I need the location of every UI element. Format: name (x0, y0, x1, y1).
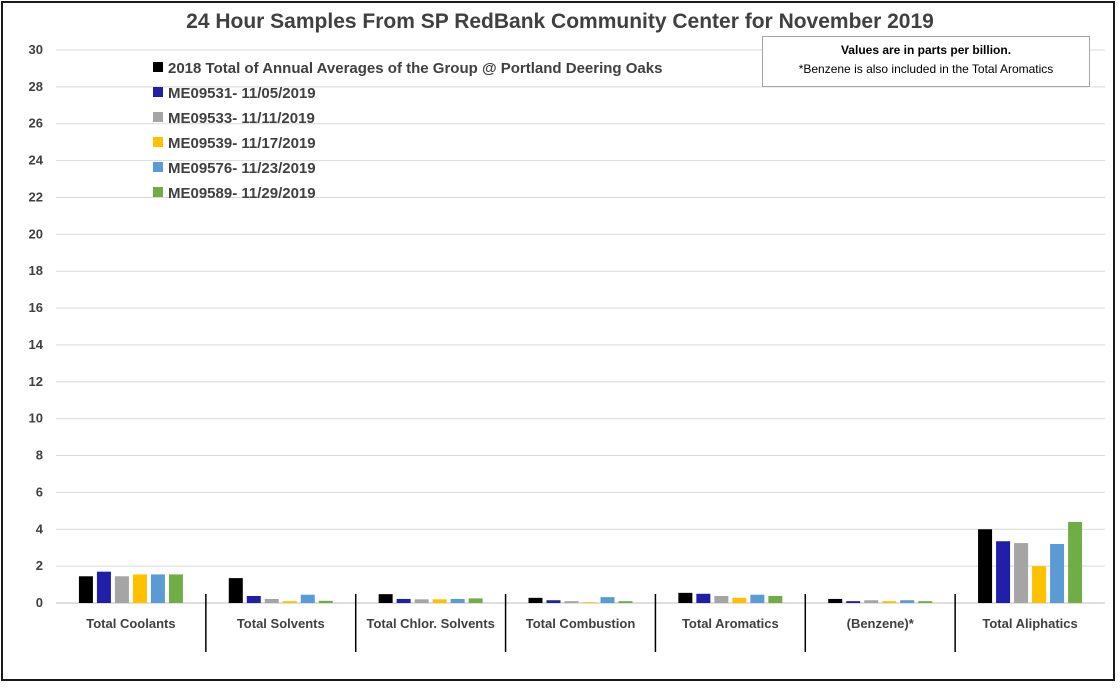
bar (433, 599, 447, 603)
x-category-label: Total Aliphatics (982, 616, 1078, 631)
bar (79, 576, 93, 603)
bar (678, 593, 692, 603)
bar (1014, 543, 1028, 603)
bar (565, 601, 579, 603)
bar (864, 600, 878, 603)
bar (978, 529, 992, 603)
legend-label: ME09539- 11/17/2019 (168, 135, 316, 152)
y-tick-label: 2 (35, 558, 43, 574)
bar (397, 599, 411, 603)
legend-label: ME09531- 11/05/2019 (168, 85, 316, 102)
legend-swatch (153, 62, 163, 72)
bar (469, 598, 483, 603)
bar (619, 601, 633, 603)
legend-swatch (153, 187, 163, 197)
bar (882, 601, 896, 603)
x-category-label: Total Combustion (525, 616, 636, 631)
y-tick-label: 16 (28, 300, 43, 316)
legend-swatch (153, 137, 163, 147)
legend-label: ME09589- 11/29/2019 (168, 185, 316, 202)
bar (301, 595, 315, 603)
bar (133, 574, 147, 603)
y-tick-label: 22 (28, 189, 43, 205)
bar (714, 596, 728, 603)
bar (1068, 522, 1082, 603)
bar (229, 578, 243, 603)
bar (547, 600, 561, 603)
bar (415, 599, 429, 603)
bar (529, 598, 543, 603)
bar (451, 599, 465, 603)
note-box (762, 36, 1090, 87)
bar (696, 594, 710, 603)
y-tick-label: 12 (28, 373, 43, 389)
bar (283, 601, 297, 603)
y-tick-label: 30 (28, 42, 43, 57)
bar (900, 600, 914, 603)
x-category-label: Total Coolants (86, 616, 176, 631)
bar (601, 597, 615, 603)
bar (846, 601, 860, 603)
bar (247, 596, 261, 603)
x-category-label: Total Aromatics (681, 616, 779, 631)
bar (151, 574, 165, 603)
bar (379, 594, 393, 603)
y-tick-label: 20 (28, 226, 43, 242)
chart-title: 24 Hour Samples From SP RedBank Community Center for November 2019 (186, 10, 934, 33)
x-category-label: (Benzene)* (846, 616, 914, 631)
bar (918, 601, 932, 603)
legend (153, 60, 662, 202)
note-benzene: *Benzene is also included in the Total Aromatics (798, 62, 1054, 76)
y-tick-label: 4 (35, 521, 43, 537)
y-tick-label: 8 (35, 447, 43, 463)
gridlines (56, 50, 1105, 603)
y-tick-label: 24 (28, 152, 43, 168)
y-axis-ticks (29, 42, 44, 610)
x-category-label: Total Chlor. Solvents (366, 616, 495, 631)
legend-label: ME09533- 11/11/2019 (168, 110, 315, 127)
y-tick-label: 28 (28, 78, 43, 94)
bar (750, 595, 764, 603)
bar (828, 599, 842, 603)
bar (1032, 566, 1046, 603)
bar (97, 572, 111, 603)
legend-label: ME09576- 11/23/2019 (168, 160, 316, 177)
bar (169, 574, 183, 603)
bar (115, 576, 129, 603)
y-tick-label: 0 (35, 595, 43, 610)
legend-label: 2018 Total of Annual Averages of the Group @ Portland Deering Oaks (168, 60, 663, 77)
x-category-label: Total Solvents (236, 616, 325, 631)
bar (732, 598, 746, 603)
y-tick-label: 26 (28, 115, 43, 131)
bar (768, 596, 782, 603)
bar (583, 602, 597, 603)
bars (79, 522, 1082, 603)
y-tick-label: 14 (28, 336, 43, 352)
note-units: Values are in parts per billion. (840, 43, 1012, 57)
bar (319, 601, 333, 603)
legend-swatch (153, 112, 163, 122)
bar (1050, 544, 1064, 603)
y-tick-label: 6 (35, 484, 43, 500)
y-tick-label: 10 (28, 410, 43, 426)
legend-swatch (153, 162, 163, 172)
legend-swatch (153, 87, 163, 97)
bar (265, 599, 279, 603)
y-tick-label: 18 (28, 263, 43, 279)
bar (996, 541, 1010, 603)
